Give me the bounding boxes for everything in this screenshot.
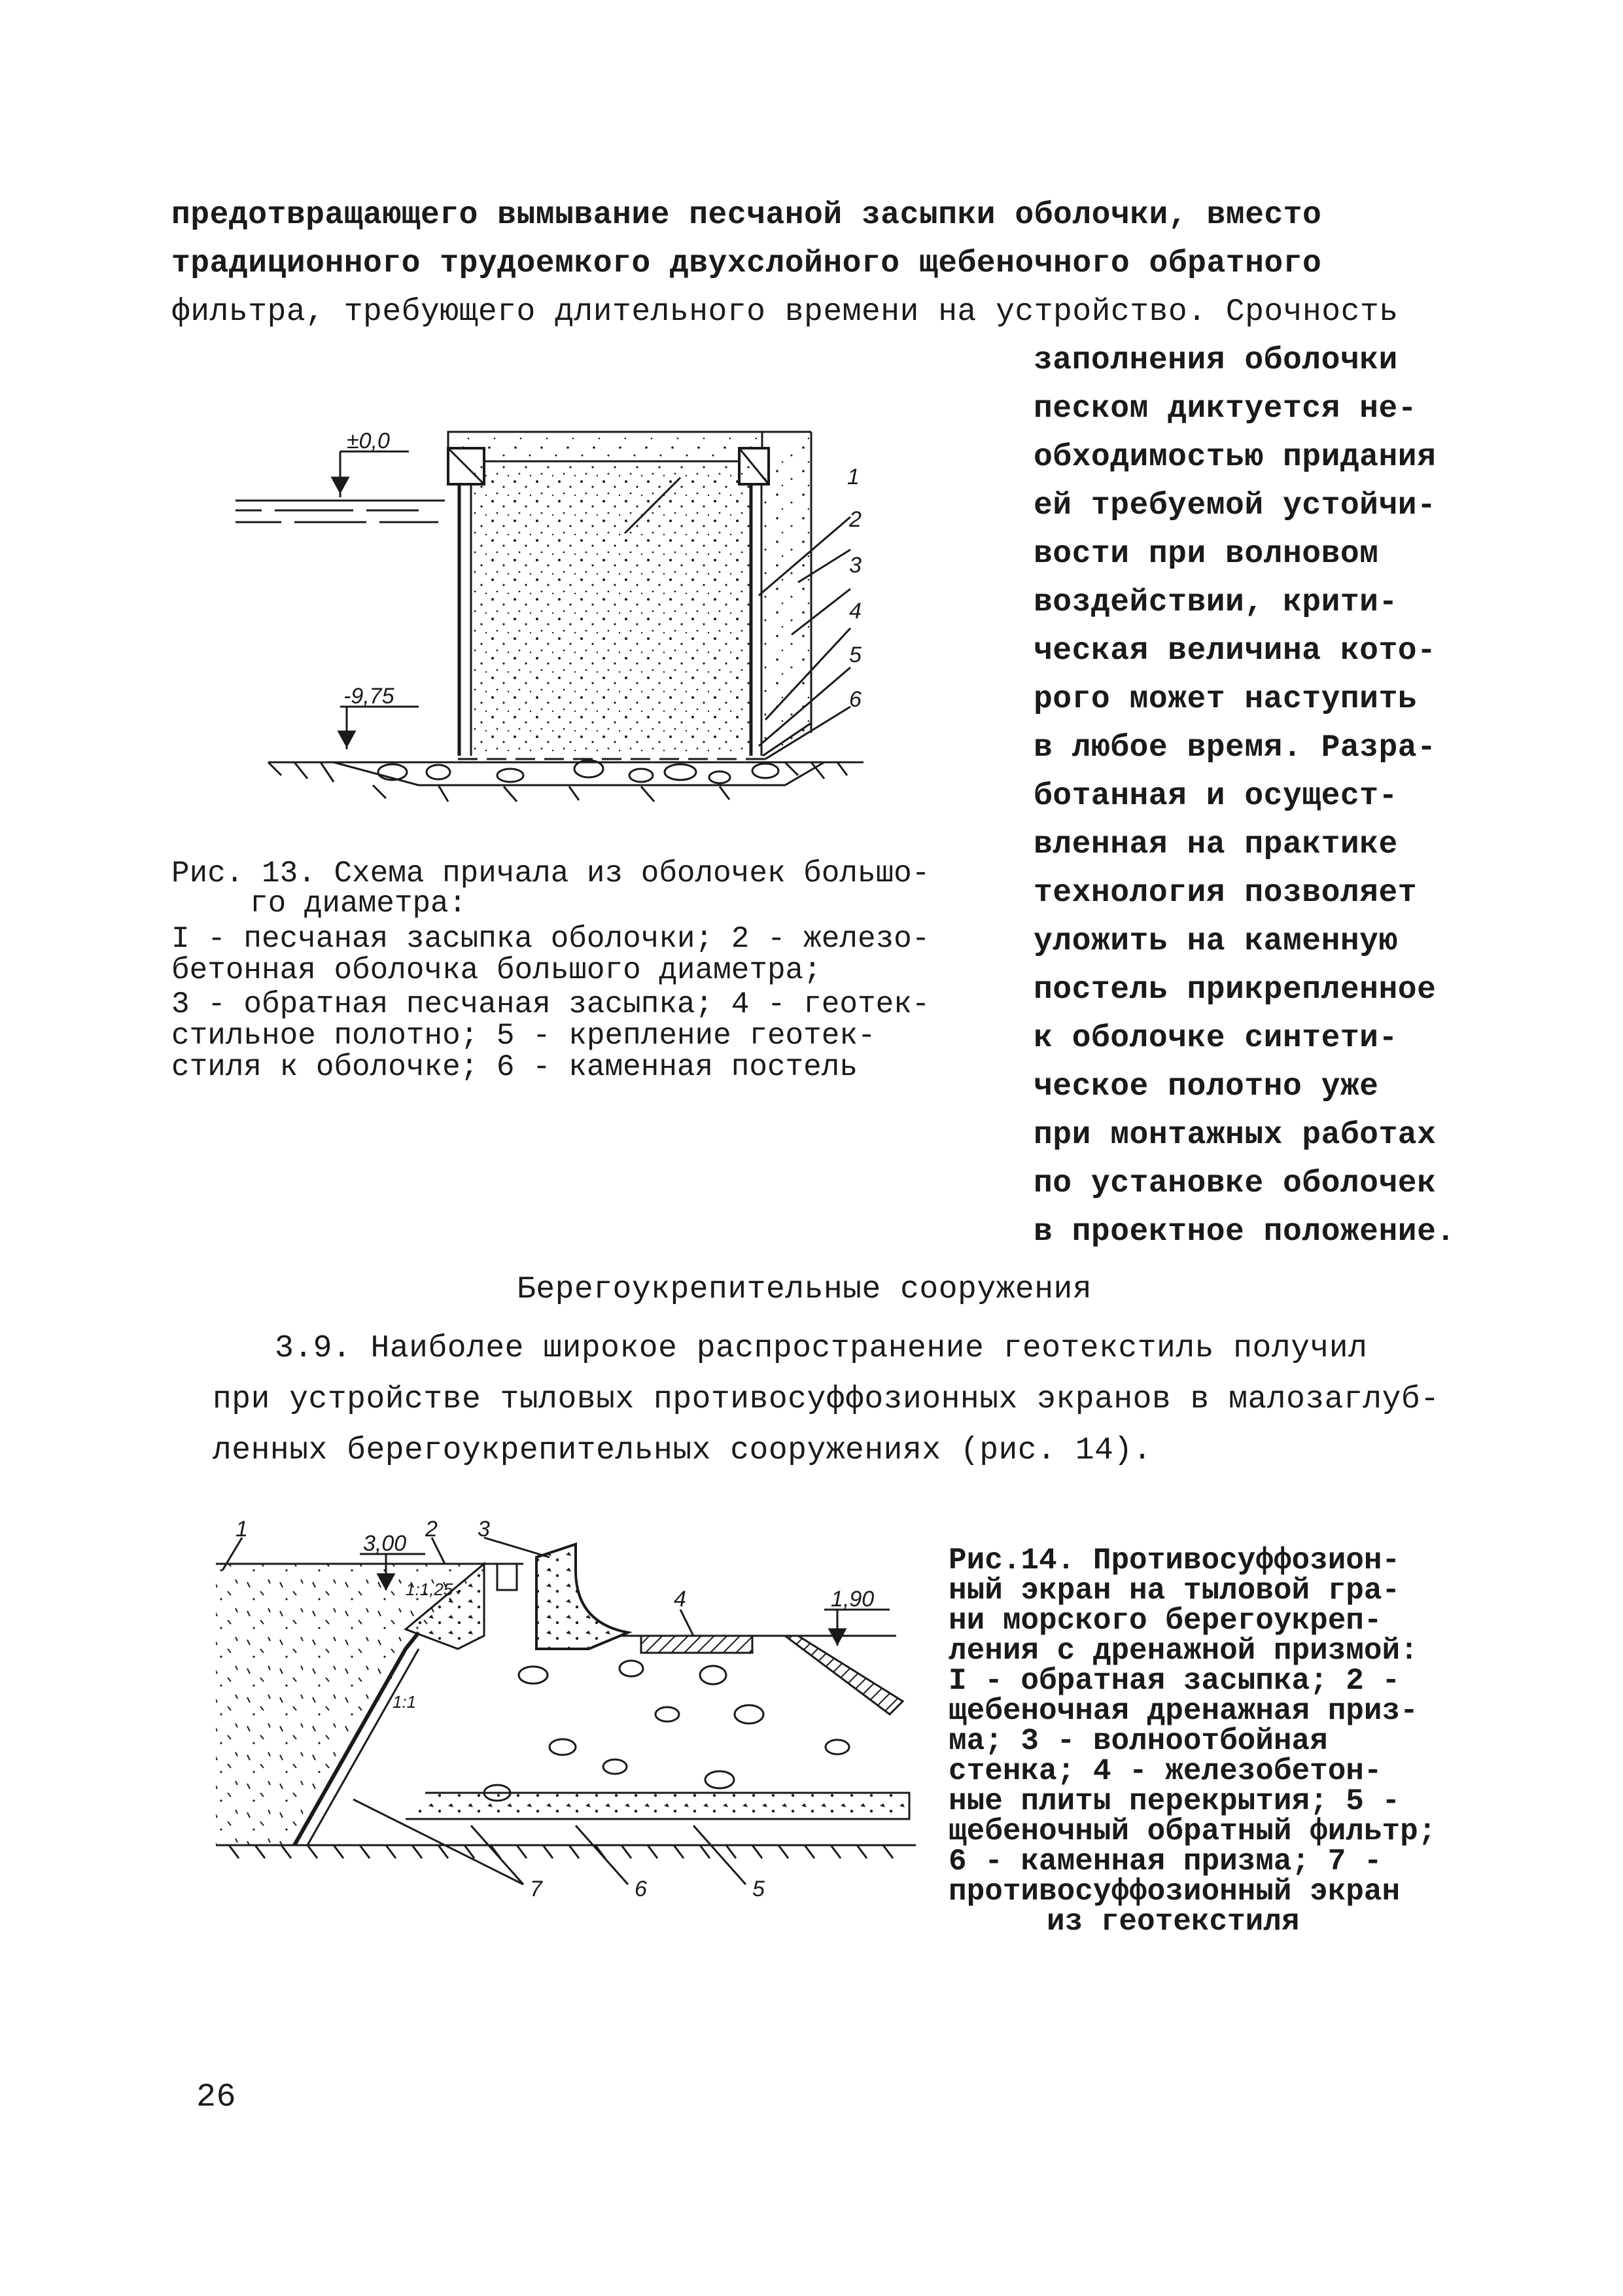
fig13-caption-line: го диаметра: <box>250 887 467 921</box>
fig13-level-bottom: -9,75 <box>343 684 394 709</box>
fig14-callout-6: 6 <box>635 1877 647 1898</box>
fig14-callout-4: 4 <box>674 1587 686 1612</box>
page-number: 26 <box>196 2079 237 2116</box>
fig13-callout-1: 1 <box>847 465 860 489</box>
section-heading: Берегоукрепительные сооружения <box>517 1272 1092 1307</box>
fig13-caption-line: стиля к оболочке; 6 - каменная постель <box>171 1050 858 1084</box>
fig14-callout-1: 1 <box>236 1518 248 1542</box>
fig13-callout-5: 5 <box>849 643 862 667</box>
right-column-line: в проектное положение. <box>1034 1214 1456 1250</box>
right-column-line: ческое полотно уже <box>1034 1069 1379 1104</box>
fig14-caption-line: противосуффозионный экран <box>949 1875 1401 1909</box>
top-paragraph-line-2: традиционного трудоемкого двухслойного щебеночного обратного <box>171 246 1322 281</box>
fig13-caption-line: бетонная оболочка большого диаметра; <box>171 953 822 987</box>
right-column-line: ческая величина кото- <box>1034 633 1437 669</box>
fig14-callout-2: 2 <box>425 1518 438 1542</box>
top-paragraph-line-1: предотвращающего вымывание песчаной засыпки оболочки, вместо <box>171 198 1322 233</box>
right-column-line: постель прикрепленное <box>1034 972 1437 1008</box>
right-column-line: ботанная и осущест- <box>1034 779 1398 814</box>
fig14-callout-3: 3 <box>478 1518 490 1542</box>
fig13-callout-4: 4 <box>849 599 862 624</box>
right-column-line: вости при волновом <box>1034 537 1379 572</box>
right-column-line: по установке оболочек <box>1034 1166 1437 1201</box>
paragraph-39-line-2: при устройстве тыловых противосуффозионных экранов в малозаглуб- <box>213 1382 1440 1417</box>
right-column-line: уложить на каменную <box>1034 924 1398 959</box>
right-column-line: вленная на практике <box>1034 827 1398 862</box>
fig13-caption-line: 3 - обратная песчаная засыпка; 4 - геотек- <box>171 987 930 1021</box>
fig14-caption-line: ные плиты перекрытия; 5 - <box>949 1784 1401 1818</box>
right-column-line: обходимостью придания <box>1034 440 1437 475</box>
fig14-caption-line: щебеночный обратный фильтр; <box>949 1814 1437 1848</box>
fig14-caption-line: щебеночная дренажная приз- <box>949 1694 1418 1728</box>
right-column-line: воздействии, крити- <box>1034 585 1398 620</box>
fig13-level-top: ±0,0 <box>347 429 390 453</box>
fig14-caption-line: ный экран на тыловой гра- <box>949 1574 1401 1608</box>
fig14-caption-line: ма; 3 - волноотбойная <box>949 1724 1328 1758</box>
fig14-caption-line: Рис.14. Противосуффозион- <box>949 1544 1401 1578</box>
fig14-slope-lower: 1:1 <box>393 1692 417 1712</box>
fig14-caption-line: ни морского берегоукреп- <box>949 1604 1382 1638</box>
figure-13-diagram <box>222 419 877 824</box>
fig14-caption-line: стенка; 4 - железобетон- <box>949 1754 1382 1788</box>
fig13-caption-line: стильное полотно; 5 - крепление геотек- <box>171 1019 876 1053</box>
right-column-line: при монтажных работах <box>1034 1118 1437 1153</box>
fig14-level-left: 3,00 <box>363 1531 407 1556</box>
right-column-line: рого может наступить <box>1034 682 1418 717</box>
fig13-callout-6: 6 <box>849 687 862 712</box>
fig14-callout-5: 5 <box>752 1877 765 1898</box>
right-column-line: заполнения оболочки <box>1034 343 1398 378</box>
right-column-line: технология позволяет <box>1034 875 1418 911</box>
fig14-caption-line: I - обратная засыпка; 2 - <box>949 1664 1401 1698</box>
fig14-callout-7: 7 <box>530 1877 542 1898</box>
top-paragraph-line-3: фильтра, требующего длительного времени на устройство. Срочность <box>171 294 1399 330</box>
right-column-line: ей требуемой устойчи- <box>1034 488 1437 523</box>
fig14-caption-line: ления с дренажной призмой: <box>949 1634 1418 1668</box>
fig14-slope: 1:1,25 <box>406 1580 453 1599</box>
paragraph-39-line-3: ленных берегоукрепительных сооружениях (рис. 14). <box>213 1433 1152 1468</box>
right-column-line: песком диктуется не- <box>1034 391 1418 427</box>
right-column-line: к оболочке синтети- <box>1034 1021 1398 1056</box>
fig13-callout-2: 2 <box>849 507 862 532</box>
fig13-caption-line: Рис. 13. Схема причала из оболочек большо- <box>171 857 930 891</box>
fig13-caption-line: I - песчаная засыпка оболочки; 2 - железо- <box>171 922 930 956</box>
fig14-caption-line: из геотекстиля <box>1047 1905 1300 1939</box>
fig14-caption-line: 6 - каменная призма; 7 - <box>949 1845 1382 1879</box>
right-column-line: в любое время. Разра- <box>1034 730 1437 766</box>
fig14-level-right: 1,90 <box>831 1587 875 1612</box>
figure-14-diagram <box>209 1518 929 1898</box>
fig13-callout-3: 3 <box>849 553 862 578</box>
paragraph-39-line-1: 3.9. Наиболее широкое распространение геотекстиль получил <box>275 1331 1368 1366</box>
